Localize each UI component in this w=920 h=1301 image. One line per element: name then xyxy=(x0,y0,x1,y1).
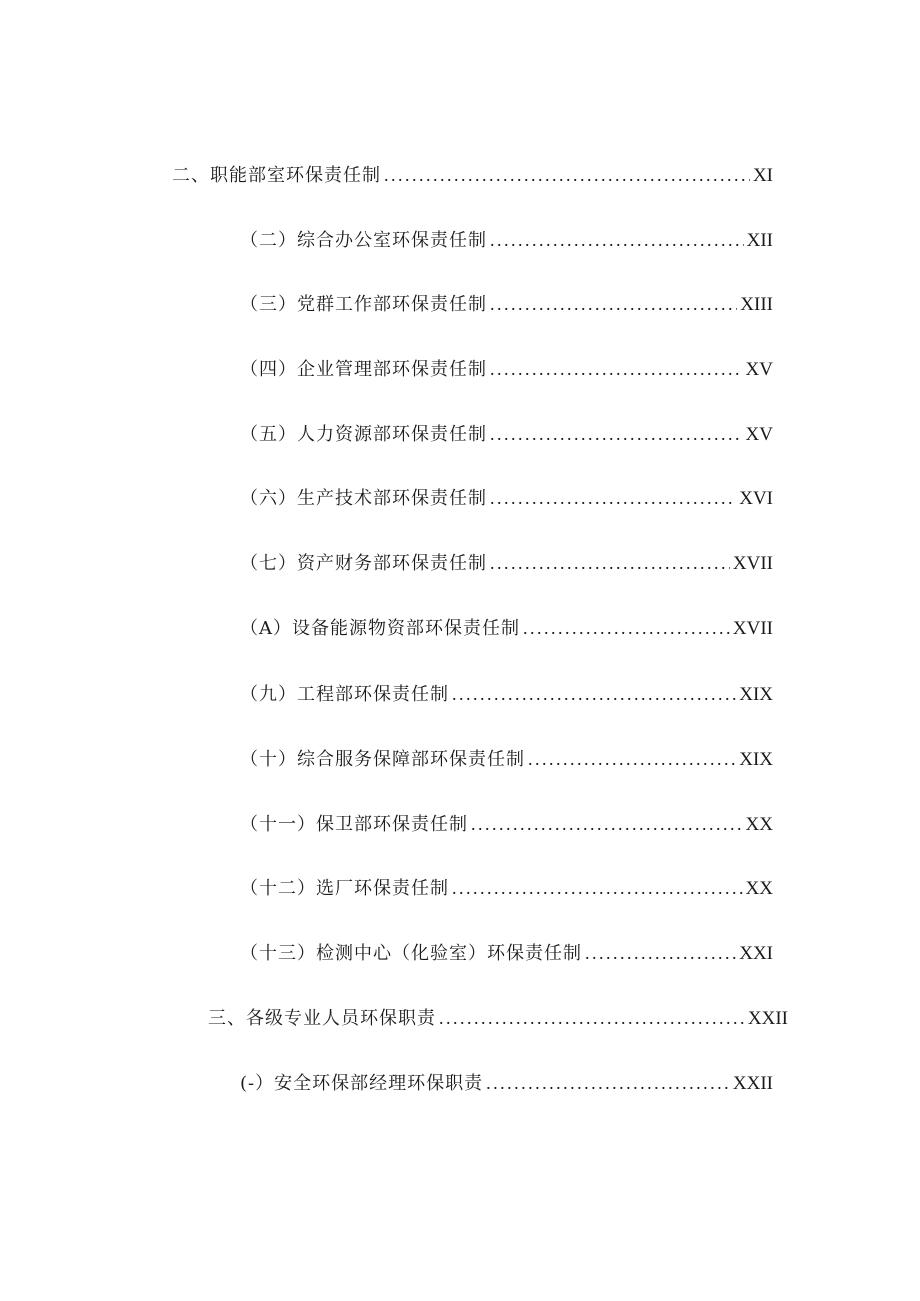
toc-entry-label: （十三）检测中心（化验室）环保责任制 xyxy=(240,943,582,964)
dot-leader xyxy=(452,679,736,709)
toc-entry[interactable] xyxy=(208,1003,788,1033)
toc-entry-page: XXI xyxy=(739,943,773,964)
toc-entry[interactable] xyxy=(240,548,773,578)
toc-entry-label: （十二）选厂环保责任制 xyxy=(240,878,449,899)
dot-leader xyxy=(439,1003,745,1033)
toc-entry[interactable] xyxy=(240,679,773,709)
dot-leader xyxy=(490,419,743,449)
toc-entry-page: XV xyxy=(745,359,773,380)
dot-leader xyxy=(486,1068,730,1098)
dot-leader xyxy=(585,938,736,968)
dot-leader xyxy=(452,873,743,903)
toc-entry-label: （四）企业管理部环保责任制 xyxy=(240,359,487,380)
toc-entry-page: XIX xyxy=(739,684,773,705)
toc-entry-label: （A）设备能源物资部环保责任制 xyxy=(240,618,520,639)
dot-leader xyxy=(528,744,736,774)
toc-entry[interactable] xyxy=(172,160,773,190)
toc-entry-label: （二）综合办公室环保责任制 xyxy=(240,230,487,251)
toc-entry-page: XV xyxy=(745,424,773,445)
toc-entry[interactable] xyxy=(240,419,773,449)
toc-entry[interactable] xyxy=(240,873,773,903)
toc-entry-page: XXII xyxy=(732,1073,773,1094)
toc-entry-label: （十）综合服务保障部环保责任制 xyxy=(240,749,525,770)
toc-entry[interactable] xyxy=(240,225,773,255)
toc-entry-page: XVII xyxy=(732,553,773,574)
toc-entry-label: 二、职能部室环保责任制 xyxy=(172,165,381,186)
toc-entry[interactable] xyxy=(240,938,773,968)
toc-entry[interactable] xyxy=(240,483,773,513)
toc-entry-page: XX xyxy=(745,878,773,899)
dot-leader xyxy=(490,548,730,578)
dot-leader xyxy=(471,809,743,839)
dot-leader xyxy=(490,483,736,513)
dot-leader xyxy=(490,289,737,319)
dot-leader xyxy=(523,613,730,643)
toc-entry-label: 三、各级专业人员环保职责 xyxy=(208,1008,436,1029)
toc-entry-page: XVI xyxy=(739,488,773,509)
toc-entry-page: XII xyxy=(746,230,773,251)
toc-entry-label: （五）人力资源部环保责任制 xyxy=(240,424,487,445)
toc-entry-label: （七）资产财务部环保责任制 xyxy=(240,553,487,574)
toc-entry-page: XXII xyxy=(747,1008,788,1029)
toc-entry[interactable] xyxy=(240,809,773,839)
dot-leader xyxy=(490,354,743,384)
toc-entry[interactable] xyxy=(240,289,773,319)
toc-entry-label: （三）党群工作部环保责任制 xyxy=(240,294,487,315)
toc-entry[interactable] xyxy=(240,744,773,774)
toc-entry-page: XVII xyxy=(732,618,773,639)
toc-entry-page: XIII xyxy=(740,294,773,315)
dot-leader xyxy=(384,160,750,190)
toc-entry[interactable] xyxy=(240,613,773,643)
toc-entry[interactable] xyxy=(240,354,773,384)
toc-entry[interactable] xyxy=(240,1068,773,1098)
toc-entry-label: （十一）保卫部环保责任制 xyxy=(240,814,468,835)
toc-entry-page: XIX xyxy=(739,749,773,770)
toc-entry-page: XX xyxy=(745,814,773,835)
toc-entry-page: XI xyxy=(752,165,773,186)
toc-entry-label: （九）工程部环保责任制 xyxy=(240,684,449,705)
dot-leader xyxy=(490,225,744,255)
toc-entry-label: (-）安全环保部经理环保职责 xyxy=(240,1073,484,1094)
toc-entry-label: （六）生产技术部环保责任制 xyxy=(240,488,487,509)
